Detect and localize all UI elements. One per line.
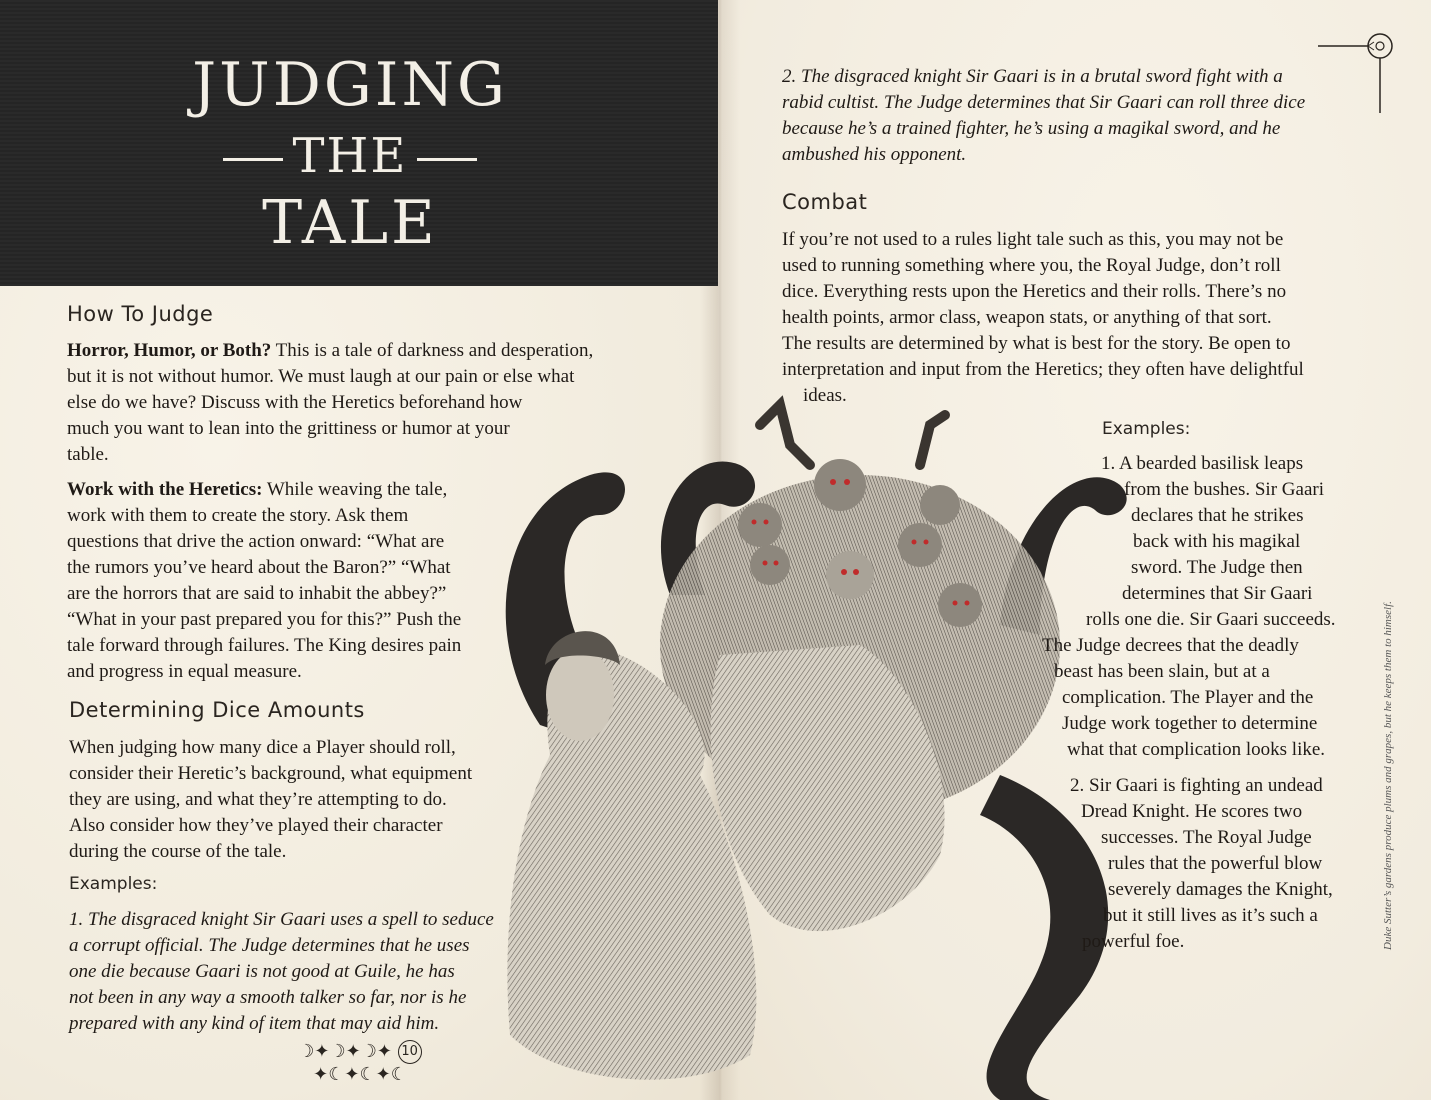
paragraph-line: successes. The Royal Judge — [1101, 827, 1312, 848]
paragraph-line: not been in any way a smooth talker so far, nor is he — [69, 987, 467, 1008]
paragraph-line: determines that Sir Gaari — [1122, 583, 1313, 604]
combat-example-2 — [1070, 773, 1370, 955]
paragraph-line: they are using, and what they’re attempting to do. — [69, 789, 447, 810]
paragraph-line: 1. The disgraced knight Sir Gaari uses a spell to seduce — [69, 909, 494, 930]
title-rule-left — [223, 158, 283, 161]
paragraph-line: interpretation and input from the Heretics; they often have delightful — [782, 359, 1304, 380]
moon-ornament-left: ☽✦☽✦☽✦ — [298, 1041, 392, 1062]
paragraph-line: questions that drive the action onward: “What are — [67, 531, 445, 552]
paragraph-line: prepared with any kind of item that may aid him. — [69, 1013, 440, 1034]
title-line-2-text: THE — [292, 128, 408, 184]
how-to-judge-heading: How To Judge — [67, 302, 214, 326]
paragraph-line: rules that the powerful blow — [1108, 853, 1323, 874]
combat-example-1 — [1040, 451, 1370, 763]
title-line-3: TALE — [262, 188, 438, 258]
title-rule-right — [417, 158, 477, 161]
paragraph-line: during the course of the tale. — [69, 841, 287, 862]
page-number-ornament — [255, 1040, 465, 1085]
paragraph-line: are the horrors that are said to inhabit the abbey?” — [67, 583, 447, 604]
paragraph-line: tale forward through failures. The King desires pain — [67, 635, 462, 656]
combat-heading: Combat — [782, 190, 868, 214]
sidebar-flavor-quote — [1382, 490, 1402, 950]
paragraph-line: the rumors you’ve heard about the Baron?” “What — [67, 557, 451, 578]
paragraph-line-text: This is a tale of darkness and desperation, — [271, 340, 594, 361]
paragraph-line: table. — [67, 444, 109, 465]
paragraph-line: else do we have? Discuss with the Heretics beforehand how — [67, 392, 523, 413]
paragraph-line: because he’s a trained fighter, he’s using a magikal sword, and he — [782, 118, 1281, 139]
paragraph-line: severely damages the Knight, — [1108, 879, 1333, 900]
combat-paragraph — [782, 227, 1382, 409]
paragraph-line: The Judge decrees that the deadly — [1042, 635, 1299, 656]
dice-amounts-paragraph — [69, 735, 529, 865]
dice-example-1 — [69, 907, 539, 1037]
paragraph-line: beast has been slain, but at a — [1054, 661, 1270, 682]
paragraph-line: one die because Gaari is not good at Guile, he has — [69, 961, 455, 982]
paragraph-line: consider their Heretic’s background, what equipment — [69, 763, 473, 784]
paragraph-line: used to running something where you, the Royal Judge, don’t roll — [782, 255, 1281, 276]
sidebar-flavor-text: Duke Sutter’s gardens produce plums and grapes, but he keeps them to himself. — [1382, 601, 1394, 950]
page-number: 10 — [398, 1040, 422, 1064]
paragraph-line: sword. The Judge then — [1131, 557, 1303, 578]
moon-ornament-right: ✦☾✦☾✦☾ — [313, 1064, 407, 1085]
paragraph-line: declares that he strikes — [1131, 505, 1304, 526]
paragraph-line-text: While weaving the tale, — [262, 479, 448, 500]
title-banner — [0, 0, 718, 286]
work-with-heretics-paragraph — [67, 477, 527, 685]
horror-humor-label: Horror, Humor, or Both? — [67, 340, 272, 361]
paragraph-line — [67, 477, 527, 503]
examples-label-right: Examples: — [1102, 419, 1191, 439]
paragraph-line: what that complication looks like. — [1067, 739, 1326, 760]
paragraph-line: from the bushes. Sir Gaari — [1124, 479, 1324, 500]
examples-label-left: Examples: — [69, 874, 158, 894]
paragraph-line: dice. Everything rests upon the Heretics and their rolls. There’s no — [782, 281, 1287, 302]
title-line-1: JUDGING — [192, 50, 508, 120]
paragraph-line: powerful foe. — [1082, 931, 1185, 952]
paragraph-line: When judging how many dice a Player should roll, — [69, 737, 456, 758]
paragraph-line: rolls one die. Sir Gaari succeeds. — [1086, 609, 1336, 630]
paragraph-line: a corrupt official. The Judge determines that he uses — [69, 935, 470, 956]
paragraph-line — [67, 338, 647, 364]
paragraph-line: but it is not without humor. We must laugh at our pain or else what — [67, 366, 575, 387]
paragraph-line: complication. The Player and the — [1062, 687, 1314, 708]
paragraph-line: and progress in equal measure. — [67, 661, 302, 682]
paragraph-line: health points, armor class, weapon stats, or anything of that sort. — [782, 307, 1272, 328]
work-with-heretics-label: Work with the Heretics: — [67, 479, 263, 500]
horror-humor-paragraph — [67, 338, 647, 468]
paragraph-line: but it still lives as it’s such a — [1103, 905, 1318, 926]
paragraph-line: much you want to lean into the grittiness or humor at your — [67, 418, 510, 439]
dice-example-2 — [782, 64, 1362, 168]
paragraph-line: back with his magikal — [1133, 531, 1301, 552]
title-line-2 — [0, 128, 700, 184]
paragraph-line: Dread Knight. He scores two — [1081, 801, 1303, 822]
dice-amounts-heading: Determining Dice Amounts — [69, 698, 365, 722]
paragraph-line: 1. A bearded basilisk leaps — [1101, 453, 1304, 474]
paragraph-line: “What in your past prepared you for this?” Push the — [67, 609, 462, 630]
paragraph-line: rabid cultist. The Judge determines that Sir Gaari can roll three dice — [782, 92, 1306, 113]
paragraph-line: 2. Sir Gaari is fighting an undead — [1070, 775, 1323, 796]
paragraph-line: Judge work together to determine — [1062, 713, 1318, 734]
paragraph-line: ideas. — [803, 385, 847, 406]
paragraph-line: The results are determined by what is best for the story. Be open to — [782, 333, 1291, 354]
paragraph-line: Also consider how they’ve played their character — [69, 815, 443, 836]
paragraph-line: ambushed his opponent. — [782, 144, 967, 165]
paragraph-line: work with them to create the story. Ask them — [67, 505, 409, 526]
paragraph-line: 2. The disgraced knight Sir Gaari is in a brutal sword fight with a — [782, 66, 1283, 87]
paragraph-line: If you’re not used to a rules light tale such as this, you may not be — [782, 229, 1284, 250]
